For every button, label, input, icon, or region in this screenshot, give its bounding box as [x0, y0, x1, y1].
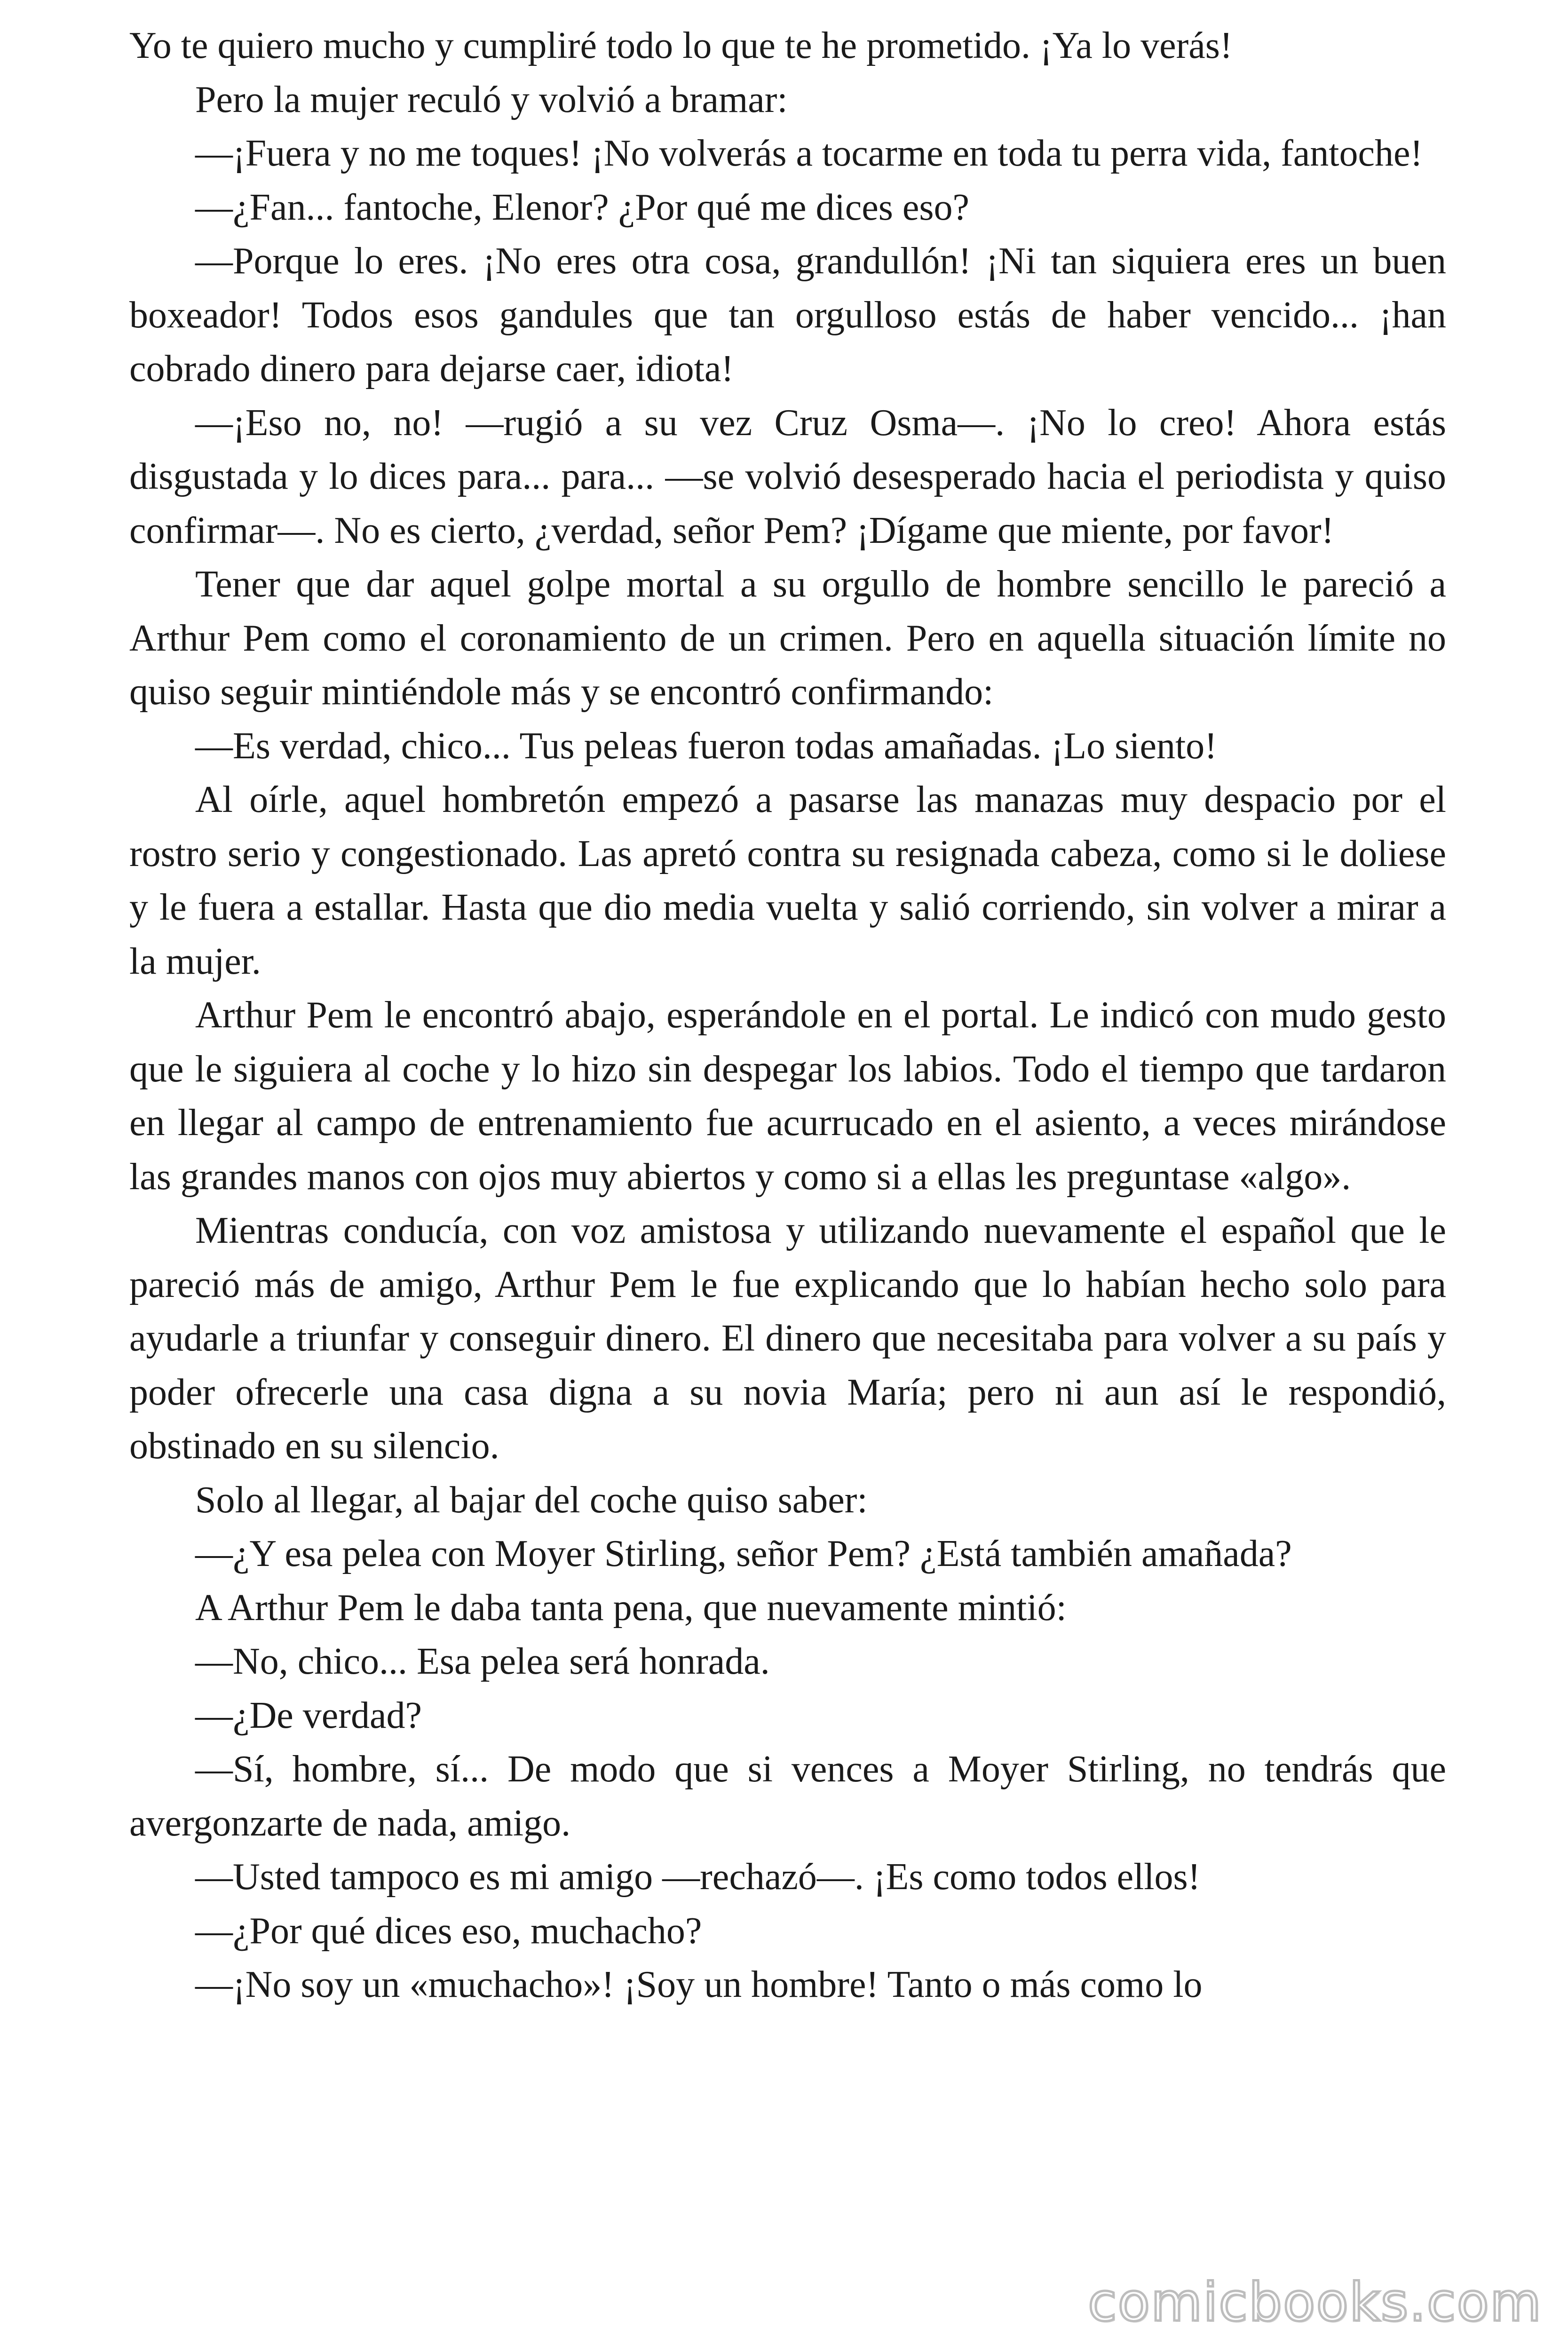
paragraph-9: Al oírle, aquel hombretón empezó a pasarse las manazas muy despacio por el rostro serio y congestionado. Las apretó contra su resignada cabeza, como si le doliese y le fuera a estallar. Hasta que dio media vuelta y salió corriendo, sin volver a mirar a la mujer.: [129, 779, 1446, 982]
paragraph-17: —Sí, hombre, sí... De modo que si vences a Moyer Stirling, no tendrás que avergonzarte de nada, amigo.: [129, 1748, 1446, 1844]
paragraph-12: Solo al llegar, al bajar del coche quiso saber:: [195, 1479, 868, 1521]
site-watermark: comicbooks.com: [1087, 2272, 1542, 2333]
paragraph-5: —Porque lo eres. ¡No eres otra cosa, grandullón! ¡Ni tan siquiera eres un buen boxeador! Todos esos gandules que tan orgulloso estás de haber vencido... ¡han cobrado dinero para dejarse caer, idiota!: [129, 240, 1446, 389]
paragraph-3: —¡Fuera y no me toques! ¡No volverás a tocarme en toda tu perra vida, fantoche!: [195, 133, 1423, 174]
paragraph-8: —Es verdad, chico... Tus peleas fueron todas amañadas. ¡Lo siento!: [195, 725, 1217, 767]
paragraph-16: —¿De verdad?: [195, 1694, 422, 1736]
paragraph-10: Arthur Pem le encontró abajo, esperándole en el portal. Le indicó con mudo gesto que le siguiera al coche y lo hizo sin despegar los labios. Todo el tiempo que tardaron en llegar al campo de entrenamiento fue acurrucado en el asiento, a veces mirándose las grandes manos con ojos muy abiertos y como si a ellas les preguntase «algo».: [129, 994, 1446, 1198]
paragraph-4: —¿Fan... fantoche, Elenor? ¿Por qué me dices eso?: [195, 186, 970, 228]
paragraph-11: Mientras conducía, con voz amistosa y utilizando nuevamente el español que le pareció más de amigo, Arthur Pem le fue explicando que lo habían hecho solo para ayudarle a triunfar y conseguir dinero. El dinero que necesitaba para volver a su país y poder ofrecerle una casa digna a su novia María; pero ni aun así le respondió, obstinado en su silencio.: [129, 1210, 1446, 1467]
paragraph-7: Tener que dar aquel golpe mortal a su orgullo de hombre sencillo le pareció a Arthur Pem como el coronamiento de un crimen. Pero en aquella situación límite no quiso seguir mintiéndole más y se encontró confirmando:: [129, 564, 1446, 713]
paragraph-6: —¡Eso no, no! —rugió a su vez Cruz Osma—. ¡No lo creo! Ahora estás disgustada y lo dices para... para... —se volvió desesperado hacia el periodista y quiso confirmar—. No es cierto, ¿verdad, señor Pem? ¡Dígame que miente, por favor!: [129, 402, 1446, 551]
paragraph-18: —Usted tampoco es mi amigo —rechazó—. ¡Es como todos ellos!: [195, 1856, 1201, 1898]
paragraph-15: —No, chico... Esa pelea será honrada.: [195, 1641, 770, 1682]
book-page-body: [129, 19, 1446, 2012]
paragraph-1: Yo te quiero mucho y cumpliré todo lo que te he prometido. ¡Ya lo verás!: [129, 25, 1233, 66]
paragraph-14: A Arthur Pem le daba tanta pena, que nuevamente mintió:: [195, 1587, 1067, 1629]
paragraph-2: Pero la mujer reculó y volvió a bramar:: [195, 79, 788, 120]
paragraph-20: —¡No soy un «muchacho»! ¡Soy un hombre! Tanto o más como lo: [195, 1964, 1203, 2005]
paragraph-19: —¿Por qué dices eso, muchacho?: [195, 1910, 702, 1952]
paragraph-13: —¿Y esa pelea con Moyer Stirling, señor Pem? ¿Está también amañada?: [195, 1533, 1292, 1574]
